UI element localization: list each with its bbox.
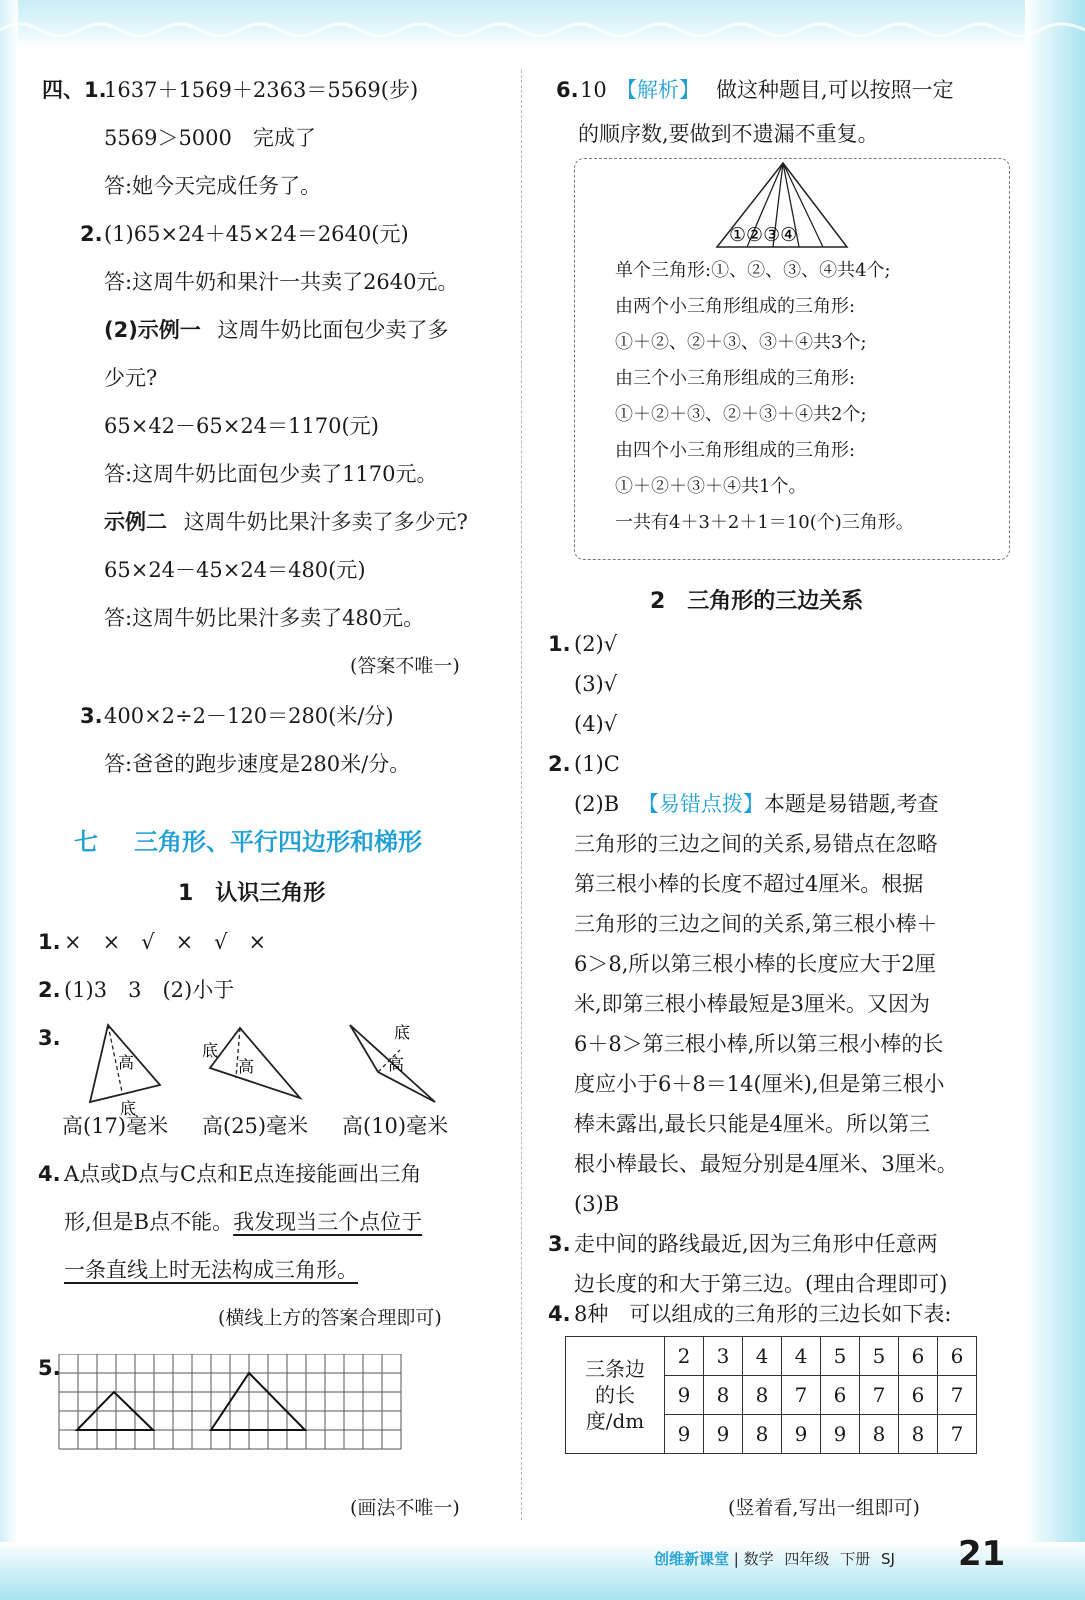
table-cell: 6 [899, 1376, 938, 1415]
l2-q2-explain-1: 三角形的三边之间的关系,易错点在忽略 [574, 832, 938, 856]
l2-q4-note: (竖着看,写出一组即可) [728, 1497, 920, 1519]
example1-question: 这周牛奶比面包少卖了多 [217, 318, 449, 342]
table-cell: 9 [665, 1415, 704, 1454]
top-wave-decoration [0, 0, 1085, 60]
tri3-base-label: 底 [394, 1023, 411, 1042]
q4-2-line4: 少元? [104, 366, 158, 390]
q4-2-line9: 答:这周牛奶比果汁多卖了480元。 [104, 606, 425, 630]
l2-q2-label: 2. [548, 752, 571, 776]
table-header-line1: 三条边 [585, 1357, 645, 1381]
drawn-triangle-2 [211, 1373, 305, 1430]
grid-drawing-figure [58, 1354, 420, 1464]
page-footer: 创维新课堂 | 数学 四年级 下册 SJ [654, 1550, 895, 1568]
tri3-caption: 高(10)毫米 [342, 1114, 449, 1138]
l2-q2-line2 [574, 790, 939, 818]
l2-q2-line2b: 本题是易错题,考查 [763, 792, 939, 816]
l2-q2-explain-7: 度应小于6＋8＝14(厘米),但是第三根小 [574, 1072, 945, 1096]
box-line-1: 单个三角形:①、②、③、④共4个; [615, 260, 891, 281]
page-number: 21 [958, 1534, 1006, 1574]
footer-brand: 创维新课堂 [654, 1550, 730, 1568]
box-line-6: 由四个小三角形组成的三角形: [615, 440, 856, 461]
table-cell: 6 [938, 1337, 977, 1376]
triangles-heights-figure [60, 1020, 460, 1120]
q6-explanation-box [574, 158, 1010, 560]
l1-q3-label: 3. [38, 1026, 61, 1050]
table-row [566, 1337, 977, 1376]
table-cell: 5 [860, 1337, 899, 1376]
q4-2-note: (答案不唯一) [350, 655, 460, 677]
table-cell: 8 [704, 1376, 743, 1415]
fan-triangle-figure [713, 161, 853, 251]
q6-label: 6. [556, 78, 579, 102]
l1-q5-note: (画法不唯一) [350, 1497, 460, 1519]
l2-q4-line1: 8种 可以组成的三角形的三边长如下表: [574, 1302, 952, 1326]
column-divider [521, 70, 522, 1520]
l1-q4-line3: 一条直线上时无法构成三角形。 [64, 1258, 358, 1282]
table-cell: 2 [665, 1337, 704, 1376]
l2-q2-part2-answer: (2)B [574, 792, 620, 816]
triangle-3 [350, 1023, 435, 1102]
lesson1-title: 1 认识三角形 [178, 881, 326, 906]
example2-question: 这周牛奶比果汁多卖了多少元? [183, 510, 468, 534]
table-cell: 7 [938, 1376, 977, 1415]
box-line-4: 由三个小三角形组成的三角形: [615, 368, 856, 389]
lesson2-title: 2 三角形的三边关系 [650, 589, 864, 614]
table-cell: 8 [743, 1376, 782, 1415]
l2-q1-line1: (2)√ [574, 632, 618, 656]
table-cell: 5 [821, 1337, 860, 1376]
example1-label: (2)示例一 [104, 318, 201, 342]
q4-label: 四、1. [42, 78, 107, 102]
l2-q3-line2: 边长度的和大于第三边。(理由合理即可) [574, 1272, 948, 1296]
q4-3-label: 3. [80, 704, 103, 728]
table-header-line2: 的长 [595, 1383, 635, 1407]
l2-q2-explain-2: 第三根小棒的长度不超过4厘米。根据 [574, 872, 924, 896]
box-line-3: ①＋②、②＋③、③＋④共3个; [615, 332, 867, 353]
q6-line1: 做这种题目,可以按照一定 [716, 78, 954, 102]
l1-q4-line2 [64, 1208, 422, 1236]
table-cell: 7 [860, 1376, 899, 1415]
tri2-base-label: 底 [202, 1041, 219, 1060]
q4-2-example2 [104, 508, 468, 536]
table-cell: 7 [782, 1376, 821, 1415]
table-cell: 7 [938, 1415, 977, 1454]
q4-2-example1 [104, 316, 449, 344]
l1-q4-note: (横线上方的答案合理即可) [218, 1307, 442, 1329]
l2-q2-tip-badge: 【易错点拨】 [637, 792, 764, 816]
table-cell: 4 [743, 1337, 782, 1376]
footer-subject: 数学 [743, 1550, 774, 1568]
l1-q1-answers: × × √ × √ × [64, 930, 267, 954]
box-line-8: 一共有4＋3＋2＋1＝10(个)三角形。 [615, 512, 914, 533]
example2-label: 示例二 [104, 510, 167, 534]
q4-2-label: 2. [80, 222, 103, 246]
l2-q4-label: 4. [548, 1302, 571, 1326]
l1-q4-line2a: 形,但是B点不能。 [64, 1210, 234, 1234]
page-border-bottom [0, 1542, 1085, 1600]
l2-q1-label: 1. [548, 632, 571, 656]
l2-q2-line1: (1)C [574, 752, 620, 776]
table-cell: 8 [743, 1415, 782, 1454]
chapter-title: 三角形、平行四边形和梯形 [134, 828, 422, 856]
l2-q1-line2: (3)√ [574, 672, 618, 696]
footer-edition: SJ [881, 1550, 895, 1568]
l2-q3-line1: 走中间的路线最近,因为三角形中任意两 [574, 1232, 938, 1256]
l2-q2-explain-6: 6＋8＞第三根小棒,所以第三根小棒的长 [574, 1032, 944, 1056]
table-cell: 9 [782, 1415, 821, 1454]
l1-q4-line1: A点或D点与C点和E点连接能画出三角 [64, 1162, 422, 1186]
tri2-height-label: 高 [238, 1057, 255, 1076]
l1-q4-line2b: 我发现当三个点位于 [233, 1210, 423, 1234]
tri1-caption: 高(17)毫米 [62, 1114, 169, 1138]
q4-2-line1: (1)65×24＋45×24＝2640(元) [104, 222, 409, 246]
table-cell: 9 [704, 1415, 743, 1454]
table-cell: 9 [821, 1415, 860, 1454]
q4-2-line6: 答:这周牛奶比面包少卖了1170元。 [104, 462, 438, 486]
tri2-caption: 高(25)毫米 [202, 1114, 309, 1138]
q4-3-answer: 答:爸爸的跑步速度是280米/分。 [104, 752, 411, 776]
q6-line2: 的顺序数,要做到不遗漏不重复。 [578, 122, 879, 146]
page-border-left [0, 0, 18, 1600]
q4-2-line5: 65×42－65×24＝1170(元) [104, 414, 379, 438]
l2-q1-line3: (4)√ [574, 712, 618, 736]
q6-tip-badge: 【解析】 [616, 78, 700, 102]
table-cell: 8 [899, 1415, 938, 1454]
table-header-line3: 度/dm [585, 1409, 645, 1433]
l2-q2-explain-5: 米,即第三根小棒最短是3厘米。又因为 [574, 992, 931, 1016]
l1-q1-label: 1. [38, 930, 61, 954]
table-header-cell [566, 1337, 665, 1454]
triangle-1 [90, 1025, 160, 1118]
tri1-base-label: 底 [120, 1099, 137, 1118]
l1-q5-label: 5. [38, 1356, 61, 1380]
l2-q2-line3: (3)B [574, 1192, 620, 1216]
l2-q2-explain-3: 三角形的三边之间的关系,第三根小棒＋ [574, 912, 938, 936]
footer-grade: 四年级 [784, 1550, 830, 1568]
box-line-7: ①＋②＋③＋④共1个。 [615, 476, 807, 497]
q6-answer: 10 [580, 78, 607, 102]
box-line-2: 由两个小三角形组成的三角形: [615, 296, 856, 317]
l1-q2-answers: (1)3 3 (2)小于 [64, 978, 235, 1002]
l1-q2-label: 2. [38, 978, 61, 1002]
q4-3-line1: 400×2÷2－120＝280(米/分) [104, 704, 394, 728]
l1-q4-label: 4. [38, 1162, 61, 1186]
table-cell: 6 [821, 1376, 860, 1415]
tri3-height-label: 高 [388, 1055, 405, 1074]
table-cell: 6 [899, 1337, 938, 1376]
q4-1-line1: 1637＋1569＋2363＝5569(步) [104, 78, 419, 102]
q4-1-line2: 5569＞5000 完成了 [104, 126, 316, 150]
l2-q2-explain-8: 棒未露出,最长只能是4厘米。所以第三 [574, 1112, 931, 1136]
table-cell: 8 [860, 1415, 899, 1454]
triangle-2 [202, 1028, 300, 1098]
footer-volume: 下册 [840, 1550, 871, 1568]
q4-2-line2: 答:这周牛奶和果汁一共卖了2640元。 [104, 270, 459, 294]
fan-figure-labels: ①②③④ [729, 224, 798, 246]
q4-1-answer: 答:她今天完成任务了。 [104, 174, 322, 198]
table-cell: 3 [704, 1337, 743, 1376]
tri1-height-label: 高 [118, 1053, 135, 1072]
box-line-5: ①＋②＋③、②＋③＋④共2个; [615, 404, 867, 425]
l2-q2-explain-9: 根小棒最长、最短分别是4厘米、3厘米。 [574, 1152, 958, 1176]
l2-q3-label: 3. [548, 1232, 571, 1256]
triangle-sides-table [565, 1336, 977, 1454]
chapter-number: 七 [74, 828, 98, 856]
q4-2-line8: 65×24－45×24＝480(元) [104, 558, 366, 582]
page-border-right [1025, 0, 1085, 1600]
l2-q2-explain-4: 6＞8,所以第三根小棒的长度应大于2厘 [574, 952, 936, 976]
table-cell: 9 [665, 1376, 704, 1415]
table-cell: 4 [782, 1337, 821, 1376]
